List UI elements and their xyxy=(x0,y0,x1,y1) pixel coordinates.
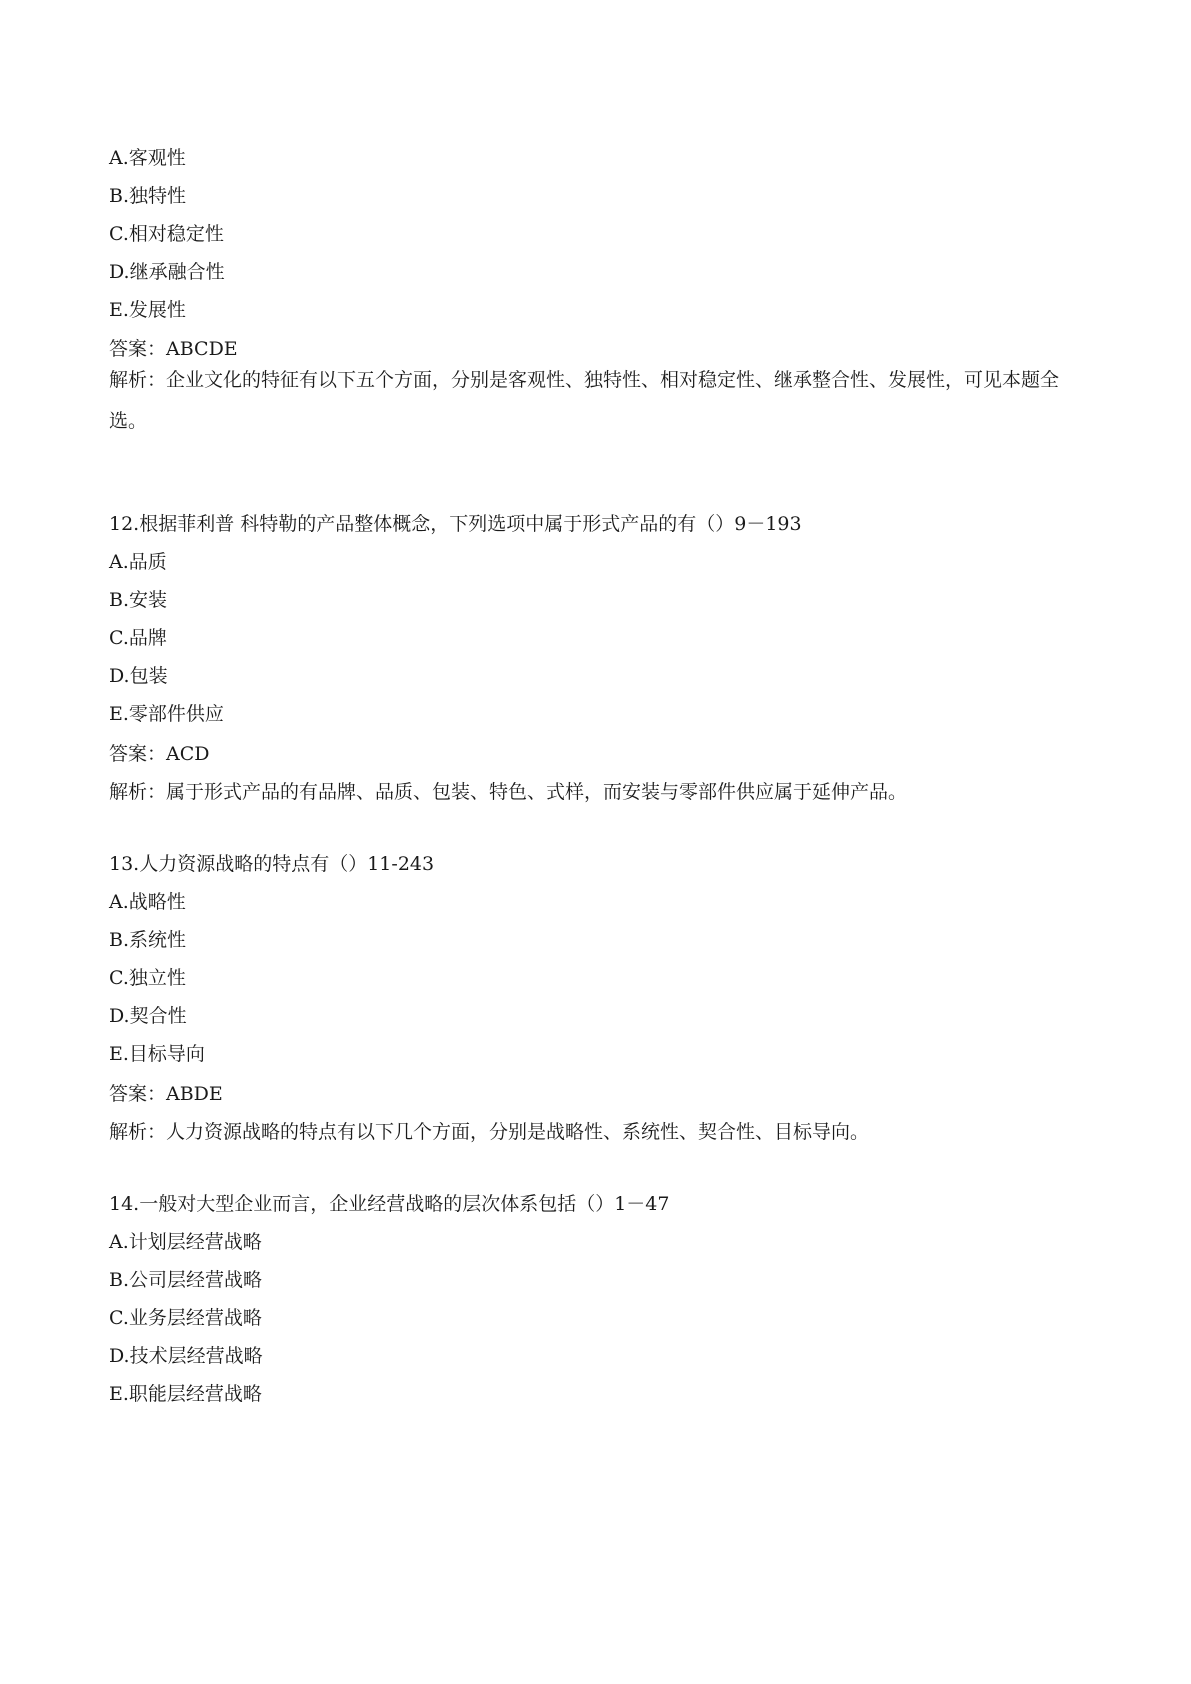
q12-option-a: A.品质 xyxy=(109,551,167,573)
q11-option-b: B.独特性 xyxy=(109,185,187,207)
q13-option-a: A.战略性 xyxy=(109,891,186,913)
q13-answer: 答案：ABDE xyxy=(109,1083,223,1105)
q11-analysis: 解析：企业文化的特征有以下五个方面，分别是客观性、独特性、相对稳定性、继承整合性、发展性，可见本题全选。 xyxy=(109,369,1060,432)
q11-option-c: C.相对稳定性 xyxy=(109,223,224,245)
q13-option-b: B.系统性 xyxy=(109,929,187,951)
q14-option-c: C.业务层经营战略 xyxy=(109,1307,262,1329)
q12-option-b: B.安装 xyxy=(109,589,168,611)
q11-option-e: E.发展性 xyxy=(109,299,186,321)
q13-option-e: E.目标导向 xyxy=(109,1043,205,1065)
q13-analysis: 解析：人力资源战略的特点有以下几个方面，分别是战略性、系统性、契合性、目标导向。 xyxy=(109,1121,870,1143)
q12-stem: 12.根据菲利普 科特勒的产品整体概念，下列选项中属于形式产品的有（）9－193 xyxy=(109,513,802,535)
q13-option-c: C.独立性 xyxy=(109,967,186,989)
q14-option-b: B.公司层经营战略 xyxy=(109,1269,263,1291)
q12-option-c: C.品牌 xyxy=(109,627,167,649)
q12-answer: 答案：ACD xyxy=(109,743,210,765)
q13-option-d: D.契合性 xyxy=(109,1005,187,1027)
q13-stem: 13.人力资源战略的特点有（）11-243 xyxy=(109,853,435,875)
q12-option-e: E.零部件供应 xyxy=(109,703,224,725)
q12-option-d: D.包装 xyxy=(109,665,168,687)
q11-option-a: A.客观性 xyxy=(109,147,186,169)
q12-analysis: 解析：属于形式产品的有品牌、品质、包装、特色、式样，而安装与零部件供应属于延伸产品。 xyxy=(109,781,908,803)
q11-option-d: D.继承融合性 xyxy=(109,261,225,283)
q11-answer: 答案：ABCDE xyxy=(109,338,238,360)
q14-option-e: E.职能层经营战略 xyxy=(109,1383,262,1405)
q14-stem: 14.一般对大型企业而言，企业经营战略的层次体系包括（）1－47 xyxy=(109,1193,670,1215)
q14-option-a: A.计划层经营战略 xyxy=(109,1231,262,1253)
q14-option-d: D.技术层经营战略 xyxy=(109,1345,263,1367)
